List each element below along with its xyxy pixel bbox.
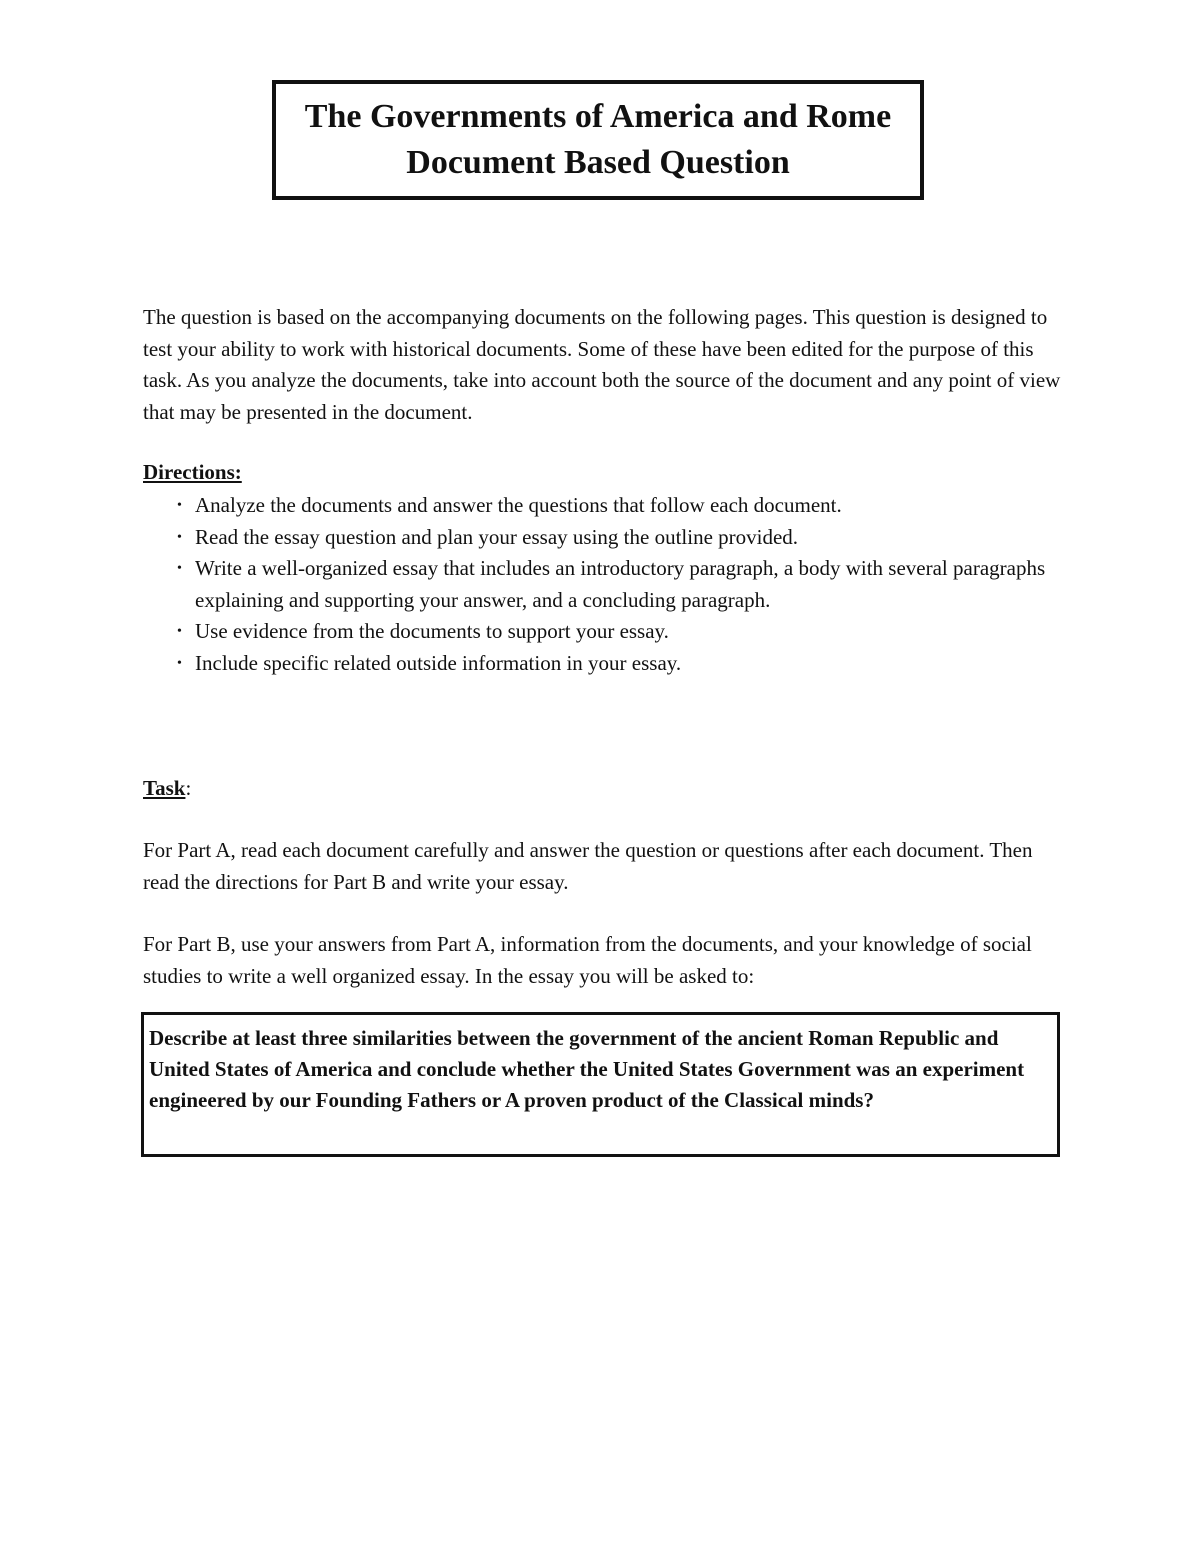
directions-item-text: Include specific related outside information in your essay. xyxy=(195,650,682,675)
task-heading-row xyxy=(143,773,191,803)
directions-item-text: Write a well-organized essay that includes an introductory paragraph, a body with several paragraphs explaining and supporting your answer, and a concluding paragraph. xyxy=(195,556,1046,612)
bullet-icon: • xyxy=(177,529,182,545)
essay-question-text: Describe at least three similarities between the government of the ancient Roman Republic and United States of America and conclude whether the United States Government was an experiment engineered by our Founding Fathers or A proven product of the Classical minds? xyxy=(149,1026,1025,1112)
directions-item xyxy=(175,553,1065,616)
directions-item-text: Read the essay question and plan your essay using the outline provided. xyxy=(195,524,799,549)
bullet-icon: • xyxy=(177,624,182,639)
document-title: The Governments of America and Rome xyxy=(304,98,892,135)
bullet-icon: • xyxy=(177,561,182,576)
directions-item-text: Analyze the documents and answer the questions that follow each document. xyxy=(195,493,842,517)
directions-item xyxy=(175,648,1065,680)
directions-item xyxy=(175,522,1065,554)
bullet-icon: • xyxy=(177,498,182,513)
directions-list xyxy=(175,490,1065,679)
task-heading-colon: : xyxy=(185,776,192,800)
title-box xyxy=(272,80,924,200)
essay-question-box xyxy=(141,1012,1060,1157)
bullet-icon: • xyxy=(177,655,182,671)
directions-item xyxy=(175,616,1065,648)
directions-item xyxy=(175,490,1065,522)
directions-heading: Directions: xyxy=(143,460,242,484)
part-a-paragraph: For Part A, read each document carefully and answer the question or questions after each document. Then read the directions for Part B and write your essay. xyxy=(143,838,1033,894)
task-heading: Task xyxy=(143,776,186,800)
part-b-paragraph: For Part B, use your answers from Part A, information from the documents, and your knowledge of social studies to write a well organized essay. In the essay you will be asked to: xyxy=(143,932,1032,988)
intro-paragraph: The question is based on the accompanying documents on the following pages. This question is designed to test your ability to work with historical documents. Some of these have been edited for the purpose of this task. As you analyze the documents, take into account both the source of the document and any point of view that may be presented in the document. xyxy=(143,305,1061,424)
document-subtitle: Document Based Question xyxy=(406,144,790,181)
directions-item-text: Use evidence from the documents to support your essay. xyxy=(195,619,669,643)
